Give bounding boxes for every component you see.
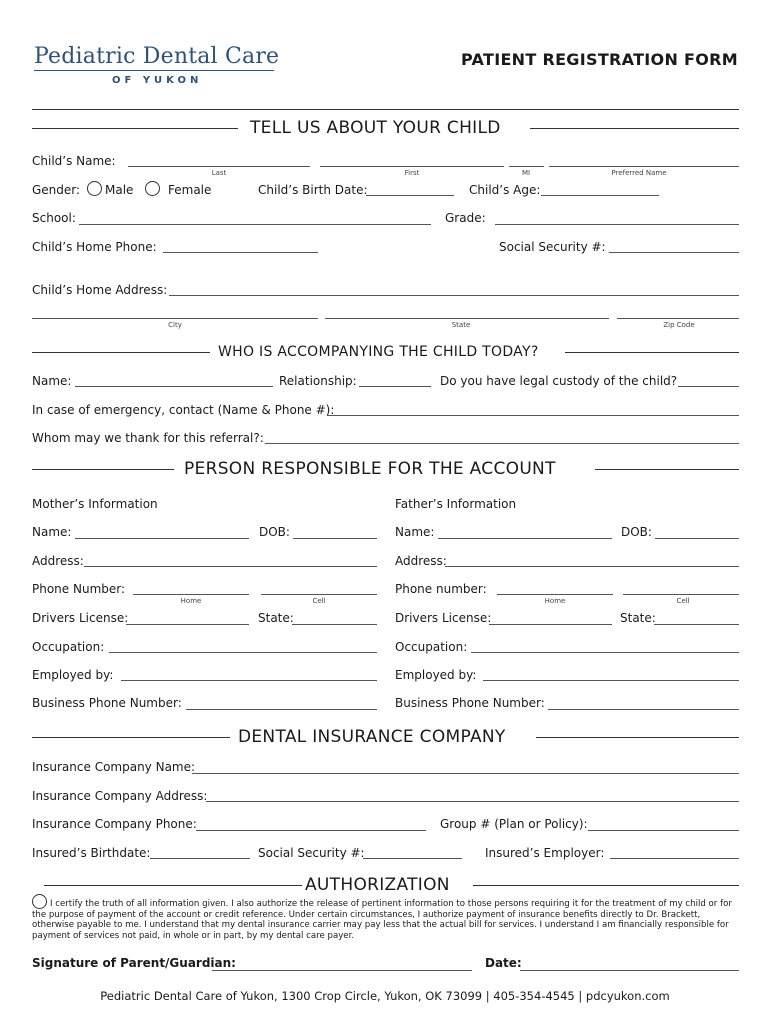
- father-cell-caption: Cell: [676, 597, 690, 605]
- mother-license-label: Drivers License:: [32, 611, 129, 625]
- gender-female-radio[interactable]: [145, 181, 160, 196]
- insurance-name-field[interactable]: [192, 773, 739, 774]
- mother-home-phone-field[interactable]: [133, 594, 249, 595]
- grade-field[interactable]: [495, 224, 739, 225]
- mother-occupation-field[interactable]: [109, 652, 377, 653]
- mother-phone-label: Phone Number:: [32, 582, 126, 596]
- zip-caption: Zip Code: [663, 321, 695, 329]
- state-caption: State: [451, 321, 471, 329]
- school-field[interactable]: [79, 224, 431, 225]
- section-responsible-title: PERSON RESPONSIBLE FOR THE ACCOUNT: [184, 459, 556, 479]
- mother-dob-field[interactable]: [293, 538, 377, 539]
- signature-field[interactable]: [212, 970, 472, 971]
- mother-home-caption: Home: [180, 597, 202, 605]
- insured-ssn-field[interactable]: [363, 858, 462, 859]
- signature-label: Signature of Parent/Guardian:: [32, 956, 236, 970]
- birth-date-label: Child’s Birth Date:: [258, 183, 368, 197]
- mother-name-label: Name:: [32, 525, 72, 539]
- mother-occupation-label: Occupation:: [32, 640, 105, 654]
- child-phone-label: Child’s Home Phone:: [32, 240, 157, 254]
- father-license-field[interactable]: [489, 624, 612, 625]
- gender-female-label: Female: [168, 183, 212, 197]
- insured-employer-label: Insured’s Employer:: [485, 846, 605, 860]
- logo-main-text: Pediatric Dental Care: [34, 44, 280, 69]
- insurance-phone-label: Insurance Company Phone:: [32, 817, 197, 831]
- child-mi-field[interactable]: [509, 166, 544, 167]
- section-authorization-header: [32, 875, 739, 895]
- child-address-label: Child’s Home Address:: [32, 283, 168, 297]
- father-state-field[interactable]: [654, 624, 739, 625]
- father-license-label: Drivers License:: [395, 611, 492, 625]
- form-title: PATIENT REGISTRATION FORM: [460, 50, 738, 69]
- gender-male-radio[interactable]: [87, 181, 102, 196]
- accompany-name-field[interactable]: [75, 386, 273, 387]
- mother-cell-phone-field[interactable]: [261, 594, 377, 595]
- mother-business-phone-field[interactable]: [186, 709, 377, 710]
- child-age-field[interactable]: [541, 195, 659, 196]
- section-accompany-header: [32, 344, 739, 362]
- father-info-title: Father’s Information: [395, 497, 517, 511]
- insurance-phone-field[interactable]: [196, 830, 426, 831]
- father-name-field[interactable]: [438, 538, 612, 539]
- father-employer-label: Employed by:: [395, 668, 477, 682]
- preferred-caption: Preferred Name: [611, 169, 667, 177]
- child-ssn-field[interactable]: [609, 252, 739, 253]
- custody-label: Do you have legal custody of the child?: [440, 374, 678, 388]
- referral-field[interactable]: [265, 443, 739, 444]
- emergency-label: In case of emergency, contact (Name & Phone #):: [32, 403, 335, 417]
- mother-state-field[interactable]: [292, 624, 377, 625]
- child-name-label: Child’s Name:: [32, 154, 116, 168]
- logo-divider: [34, 70, 274, 71]
- mother-dob-label: DOB:: [259, 525, 290, 539]
- father-dob-label: DOB:: [621, 525, 652, 539]
- mother-name-field[interactable]: [75, 538, 249, 539]
- insured-employer-field[interactable]: [610, 858, 739, 859]
- father-home-phone-field[interactable]: [497, 594, 613, 595]
- accompany-name-label: Name:: [32, 374, 72, 388]
- section-child-header: [32, 118, 739, 138]
- mother-employer-field[interactable]: [121, 680, 377, 681]
- grade-label: Grade:: [445, 211, 486, 225]
- insurance-address-field[interactable]: [206, 801, 739, 802]
- section-responsible-header: [32, 459, 739, 479]
- child-first-name-field[interactable]: [320, 166, 504, 167]
- gender-label: Gender:: [32, 183, 81, 197]
- section-child-title: TELL US ABOUT YOUR CHILD: [250, 118, 501, 138]
- mother-business-phone-label: Business Phone Number:: [32, 696, 182, 710]
- mother-state-label: State:: [258, 611, 294, 625]
- school-label: School:: [32, 211, 76, 225]
- child-city-field[interactable]: [32, 318, 318, 319]
- father-occupation-label: Occupation:: [395, 640, 468, 654]
- father-business-phone-label: Business Phone Number:: [395, 696, 545, 710]
- section-insurance-title: DENTAL INSURANCE COMPANY: [238, 727, 506, 747]
- father-home-caption: Home: [544, 597, 566, 605]
- mother-cell-caption: Cell: [312, 597, 326, 605]
- header-divider: [32, 109, 739, 110]
- child-age-label: Child’s Age:: [469, 183, 541, 197]
- group-number-field[interactable]: [588, 830, 739, 831]
- mother-employer-label: Employed by:: [32, 668, 114, 682]
- last-caption: Last: [211, 169, 227, 177]
- gender-male-label: Male: [105, 183, 134, 197]
- father-state-label: State:: [620, 611, 656, 625]
- child-phone-field[interactable]: [163, 252, 318, 253]
- emergency-field[interactable]: [327, 415, 739, 416]
- relationship-label: Relationship:: [279, 374, 357, 388]
- date-field[interactable]: [520, 970, 739, 971]
- child-address-field[interactable]: [169, 295, 739, 296]
- father-cell-phone-field[interactable]: [623, 594, 739, 595]
- authorization-text: I certify the truth of all information given. I also authorize the release of pertinent information to those persons requiring it for the treatment of my child or for the purpose of payment of the account or credit reference. Under certain circumstances, I authorize payment of insurance benefits directly to Dr. Brackett, otherwise payable to me. I understand that my dental insurance carrier may pay less that the actual bill for services. I understand I am financially responsible for payment of services not paid, in whole or in part, by my dental care payer.: [32, 899, 732, 941]
- father-occupation-field[interactable]: [471, 652, 739, 653]
- birth-date-field[interactable]: [366, 195, 454, 196]
- father-name-label: Name:: [395, 525, 435, 539]
- child-preferred-name-field[interactable]: [549, 166, 739, 167]
- father-dob-field[interactable]: [655, 538, 739, 539]
- father-address-label: Address:: [395, 554, 447, 568]
- mi-caption: MI: [521, 169, 531, 177]
- child-zip-field[interactable]: [617, 318, 739, 319]
- city-caption: City: [168, 321, 182, 329]
- mother-license-field[interactable]: [126, 624, 249, 625]
- group-number-label: Group # (Plan or Policy):: [440, 817, 588, 831]
- logo-sub-text: OF YUKON: [112, 75, 203, 86]
- referral-label: Whom may we thank for this referral?:: [32, 431, 264, 445]
- insurance-name-label: Insurance Company Name:: [32, 760, 196, 774]
- footer-contact: Pediatric Dental Care of Yukon, 1300 Crop Circle, Yukon, OK 73099 | 405-354-4545 | pdcyukon.com: [100, 989, 670, 1003]
- insured-birthdate-label: Insured’s Birthdate:: [32, 846, 151, 860]
- child-last-name-field[interactable]: [128, 166, 310, 167]
- section-insurance-header: [32, 727, 739, 747]
- mother-address-field[interactable]: [84, 566, 377, 567]
- section-accompany-title: WHO IS ACCOMPANYING THE CHILD TODAY?: [218, 344, 539, 360]
- custody-field[interactable]: [678, 386, 739, 387]
- father-address-field[interactable]: [445, 566, 739, 567]
- first-caption: First: [404, 169, 420, 177]
- relationship-field[interactable]: [359, 386, 431, 387]
- father-business-phone-field[interactable]: [548, 709, 739, 710]
- insurance-address-label: Insurance Company Address:: [32, 789, 208, 803]
- mother-address-label: Address:: [32, 554, 84, 568]
- section-authorization-title: AUTHORIZATION: [305, 875, 450, 895]
- date-label: Date:: [485, 956, 522, 970]
- child-ssn-label: Social Security #:: [499, 240, 606, 254]
- father-phone-label: Phone number:: [395, 582, 487, 596]
- child-state-field[interactable]: [325, 318, 609, 319]
- father-employer-field[interactable]: [483, 680, 739, 681]
- insured-birthdate-field[interactable]: [150, 858, 250, 859]
- insured-ssn-label: Social Security #:: [258, 846, 365, 860]
- mother-info-title: Mother’s Information: [32, 497, 158, 511]
